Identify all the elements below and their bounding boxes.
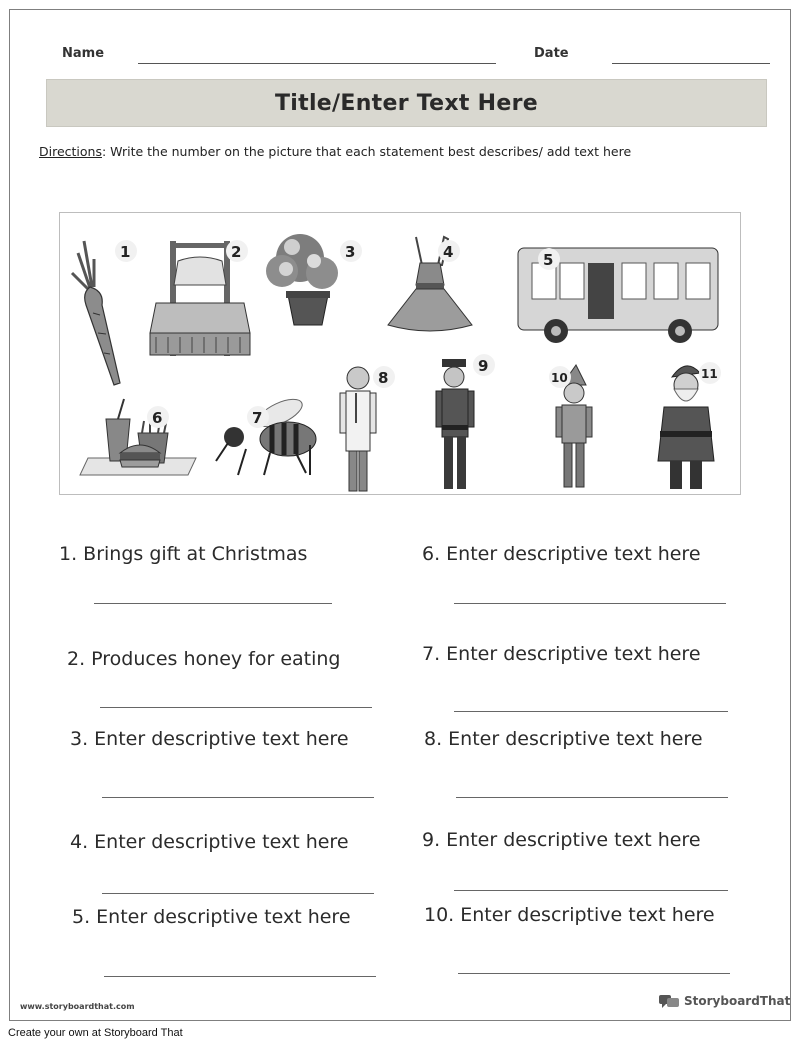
answer-line-2[interactable]: [100, 707, 372, 708]
picture-number-8: 8: [378, 369, 389, 387]
statement-8[interactable]: 8. Enter descriptive text here: [424, 728, 703, 750]
carrot-icon: [72, 241, 120, 385]
fast-food-icon: [80, 399, 196, 475]
worksheet-page: [9, 9, 791, 1021]
picture-number-4: 4: [443, 243, 454, 261]
statement-4[interactable]: 4. Enter descriptive text here: [70, 831, 349, 853]
answer-line-3[interactable]: [102, 797, 374, 798]
picture-number-10: 10: [551, 371, 568, 385]
answer-line-7[interactable]: [454, 711, 728, 712]
answer-line-8[interactable]: [456, 797, 728, 798]
statement-9[interactable]: 9. Enter descriptive text here: [422, 829, 701, 851]
name-line[interactable]: [138, 63, 496, 64]
statement-6[interactable]: 6. Enter descriptive text here: [422, 543, 701, 565]
picture-number-6: 6: [152, 409, 163, 427]
picture-number-11: 11: [701, 367, 718, 381]
bee-icon: [216, 394, 316, 475]
picture-illustrations: [60, 213, 742, 496]
picture-number-9: 9: [478, 357, 489, 375]
picture-panel: [59, 212, 741, 495]
answer-line-6[interactable]: [454, 603, 726, 604]
brand-logo[interactable]: [658, 993, 790, 1009]
statement-3[interactable]: 3. Enter descriptive text here: [70, 728, 349, 750]
picture-number-1: 1: [120, 243, 131, 261]
answer-line-4[interactable]: [102, 893, 374, 894]
directions: [39, 144, 631, 159]
statement-2[interactable]: 2. Produces honey for eating: [67, 648, 341, 670]
picture-number-3: 3: [345, 243, 356, 261]
picture-number-2: 2: [231, 243, 242, 261]
flower-pot-icon: [266, 234, 338, 325]
picture-number-5: 5: [543, 251, 554, 269]
answer-line-10[interactable]: [458, 973, 730, 974]
date-line[interactable]: [612, 63, 770, 64]
answer-line-1[interactable]: [94, 603, 332, 604]
statement-1[interactable]: 1. Brings gift at Christmas: [59, 543, 308, 565]
name-label: Name: [62, 46, 105, 61]
title-banner: [46, 79, 767, 127]
santa-icon: [658, 366, 714, 489]
statement-7[interactable]: 7. Enter descriptive text here: [422, 643, 701, 665]
police-officer-icon: [436, 359, 474, 489]
page-title[interactable]: Title/Enter Text Here: [275, 90, 538, 116]
directions-text: : Write the number on the picture that each statement best describes/ add text here: [101, 144, 632, 159]
directions-label: Directions: [39, 144, 102, 159]
statement-10[interactable]: 10. Enter descriptive text here: [424, 904, 715, 926]
statement-5[interactable]: 5. Enter descriptive text here: [72, 906, 351, 928]
answer-line-9[interactable]: [454, 890, 728, 891]
picture-number-7: 7: [252, 409, 263, 427]
answer-line-5[interactable]: [104, 976, 376, 977]
date-label: Date: [534, 46, 569, 61]
brand-name: StoryboardThat: [684, 994, 791, 1008]
doctor-icon: [340, 367, 376, 491]
storyboard-logo-icon: [658, 993, 680, 1009]
footer-url[interactable]: www.storyboardthat.com: [20, 1002, 135, 1011]
footer-caption[interactable]: Create your own at Storyboard That: [8, 1027, 183, 1039]
